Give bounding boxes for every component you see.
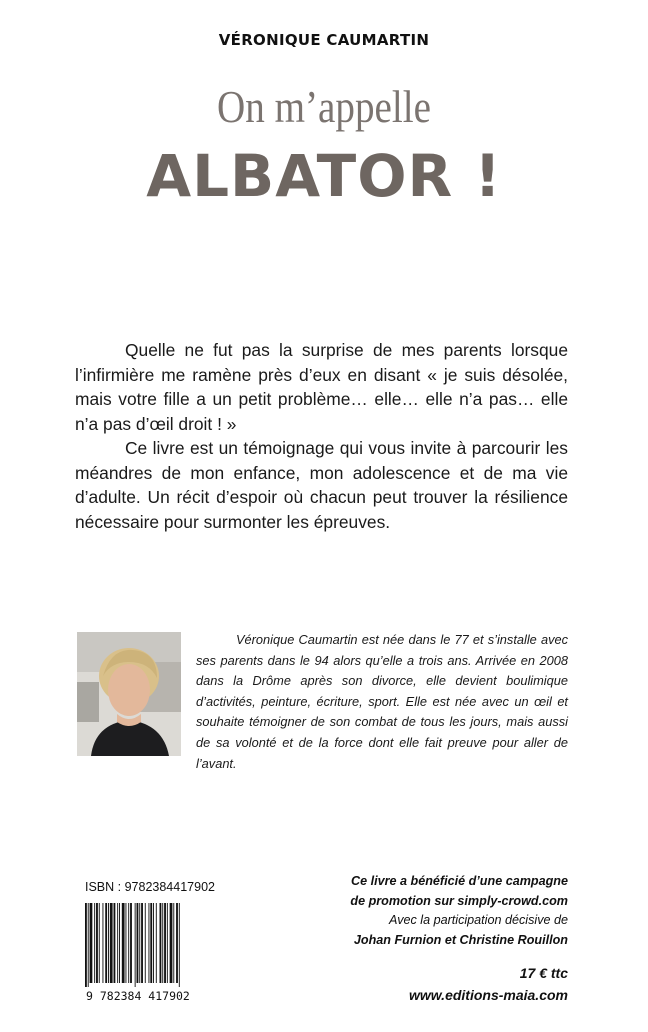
barcode-bar [141, 903, 143, 983]
barcode-bar [96, 903, 98, 983]
barcode-bar [105, 903, 107, 983]
barcode-bar [102, 903, 103, 983]
promo-line-1: Ce livre a bénéficié d’une campagne [351, 874, 568, 888]
barcode-bar [139, 903, 140, 983]
barcode-bar [170, 903, 173, 983]
author-bio-text: Véronique Caumartin est née dans le 77 et s’installe avec ses parents dans le 94 alors qu’elle a trois ans. Arrivée en 2008 dans la Drôme après son divorce, elle devient boulimique d’activités, peinture, écriture, sport. Elle est née avec un œil et souhaite témoigner de son combat de tous les jours, mais aussi de sa volonté et de la force dont elle fait preuve pour aller de l’avant. [196, 632, 568, 771]
barcode-bar [164, 903, 166, 983]
title-line-2: ALBATOR ! [146, 142, 502, 210]
barcode-bar [125, 903, 126, 983]
barcode-bar [148, 903, 149, 983]
barcode-bar [145, 903, 146, 983]
barcode-bar [128, 903, 129, 983]
barcode-bar [162, 903, 163, 983]
barcode-bar [179, 903, 180, 987]
barcode-bar [122, 903, 125, 983]
barcode-bar [117, 903, 118, 983]
barcode-bar [99, 903, 100, 983]
author-name: VÉRONIQUE CAUMARTIN [218, 31, 430, 49]
barcode-bar [137, 903, 139, 983]
barcode-bar [88, 903, 89, 987]
barcode-bar [167, 903, 168, 983]
barcode-bar [135, 903, 136, 987]
barcode [85, 903, 209, 987]
promo-block [320, 872, 568, 950]
back-cover-blurb [75, 338, 568, 534]
isbn-label: ISBN : 9782384417902 [85, 880, 215, 894]
title-line-1: On m’appelle [217, 81, 431, 132]
author-bio [196, 630, 568, 774]
promo-line-3: Avec la participation décisive de [389, 913, 568, 927]
promo-line-2: de promotion sur simply-crowd.com [350, 893, 568, 908]
website-url: www.editions-maia.com [409, 987, 568, 1003]
barcode-bar [114, 903, 116, 983]
barcode-bar [90, 903, 93, 983]
barcode-bar [173, 903, 174, 983]
barcode-bar [150, 903, 152, 983]
barcode-digits: 9 782384 417902 [86, 989, 190, 1003]
barcode-bar [153, 903, 154, 983]
barcode-bar [108, 903, 109, 983]
author-photo [77, 632, 181, 756]
promo-line-4: Johan Furnion et Christine Rouillon [353, 932, 568, 947]
barcode-bar [85, 903, 87, 987]
barcode-bar [160, 903, 162, 983]
barcode-bar [130, 903, 132, 983]
barcode-bar [156, 903, 157, 983]
price: 17 € ttc [519, 965, 568, 981]
barcode-bar [94, 903, 95, 983]
blurb-paragraph-1: Quelle ne fut pas la surprise de mes parents lorsque l’infirmière me ramène près d’eux en disant « je suis désolée, mais votre fille a un petit problème… elle… elle n’a pas… elle n’a pas d’œil droit ! » [75, 340, 568, 434]
barcode-bar [110, 903, 113, 983]
barcode-bar [119, 903, 120, 983]
barcode-bar [176, 903, 178, 983]
blurb-paragraph-2: Ce livre est un témoignage qui vous invite à parcourir les méandres de mon enfance, mon adolescence et de ma vie d’adulte. Un récit d’espoir où chacun peut trouver la résilience nécessaire pour surmonter les épreuves. [75, 438, 568, 532]
